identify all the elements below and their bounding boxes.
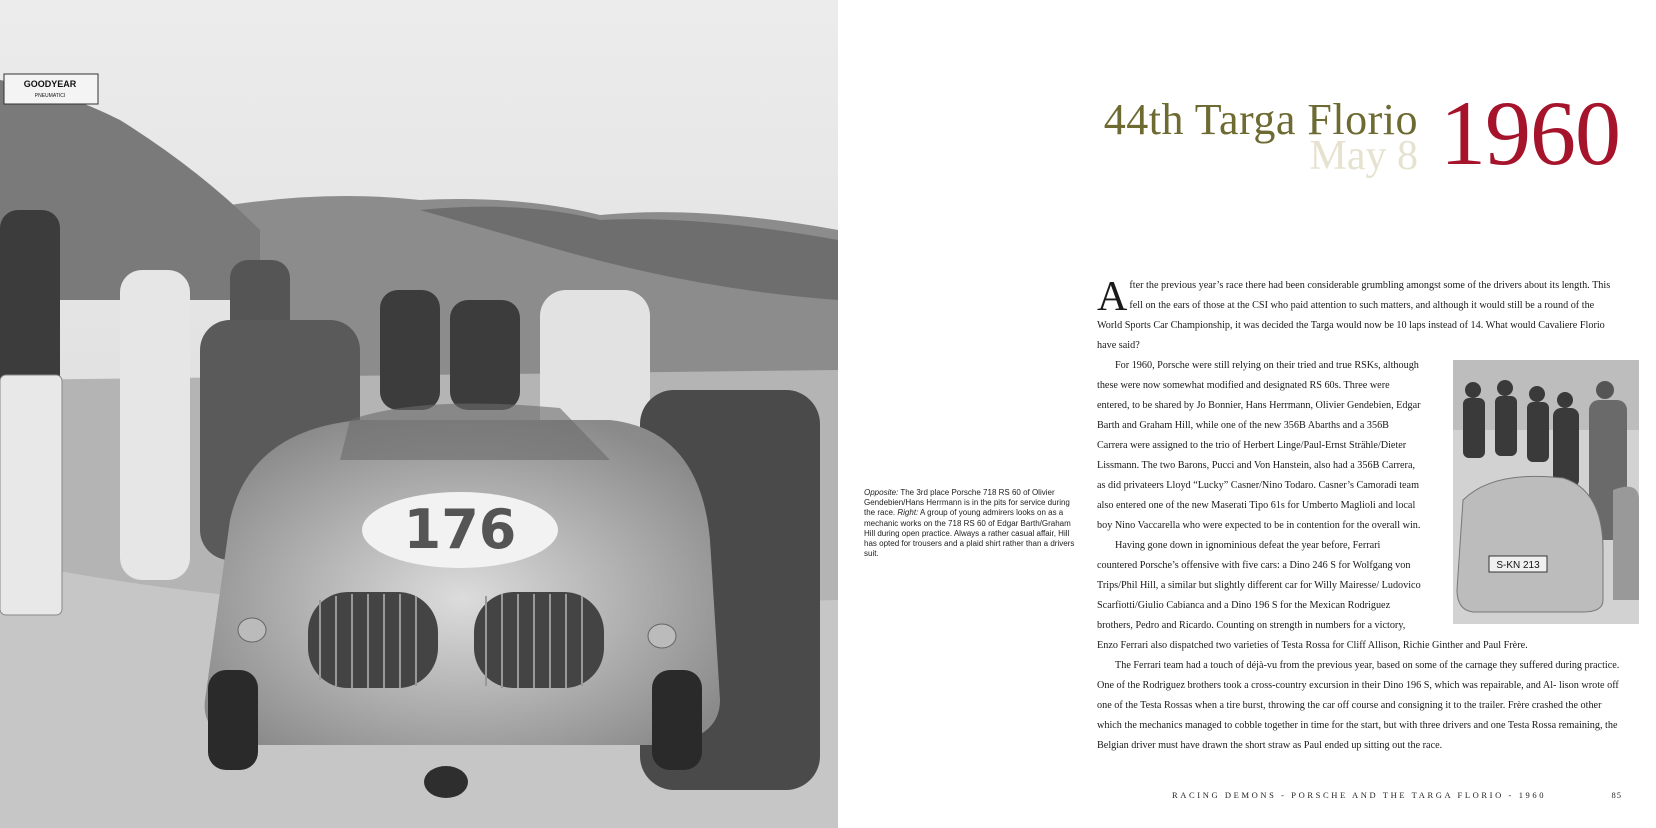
- svg-text:GOODYEAR: GOODYEAR: [23, 79, 77, 89]
- chapter-title: [1090, 82, 1620, 196]
- drop-cap: A: [1097, 274, 1128, 320]
- practice-photo: [1435, 360, 1621, 624]
- race-year: 1960: [1440, 82, 1620, 184]
- race-date: May 8: [1309, 133, 1418, 179]
- paragraph-3: Having gone down in ignominious defeat the year before, Ferrari countered Porsche’s offensive with five cars: a Dino 246 S for Wolfgang von Trips/Phil Hill, a similar but slightly different car for Willy Mairesse/ Ludovico Scarfiotti/Giulio Cabianca and a Dino 196 S for the Mexican Rodriguez brothers, Pedro and Ricardo. Counting on strength in numbers for a victory, Enzo Ferrari also dispatched two varieties of Testa Rossa for Cliff Allison, Richie Ginther and Paul Frère.: [1097, 540, 1528, 651]
- paragraph-4: The Ferrari team had a touch of déjà-vu from the previous year, based on some of the carnage they suffered during practice. One of the Rodriguez brothers took a cross-country excursion in their Dino 196 S, which was repairable, and Al- lison wrote off one of the Testa Rossas when a tire burst, throwing the car off course and consigning it to the trailer. Frère crashed the other which the mechanics managed to cobble together in time for the start, but with three drivers and one Testa Rossa remaining, the Belgian driver must have drawn the short straw as Paul ended up sitting out the race.: [1097, 660, 1620, 751]
- race-title: 44th Targa Florio: [1103, 95, 1418, 144]
- race-car: [205, 404, 720, 798]
- photo-caption: [864, 488, 1082, 559]
- running-footer: [1172, 790, 1622, 800]
- paragraph-2: S-KN 213 For 1960, Porsche were still relying on their tried and true RSKs, although these were now somewhat modified and designated RS 60s. Three were entered, to be shared by Jo Bonnier, Hans Herrmann, Olivier Gendebien, Edgar Barth and Graham Hill, while one of the new 356B Abarths and a 356B Carrera were assigned to the trio of Herbert Linge/Paul-Ernst Strähle/Dieter Lissmann. The two Barons, Pucci and Von Hanstein, also had a 356B Carrera, as did privateers Lloyd “Lucky” Casner/Nino Todaro. Casner’s Camoradi team also entered one of the new Maserati Tipo 61s for Umberto Maglioli and local boy Nino Vaccarella who were expected to be in contention for the overall win.: [1097, 356, 1621, 536]
- svg-text:PNEUMATICI: PNEUMATICI: [34, 93, 66, 99]
- caption-lead-right: Right:: [897, 508, 919, 518]
- page-number: 85: [1611, 790, 1622, 800]
- svg-text:176: 176: [403, 498, 517, 561]
- running-title: RACING DEMONS - PORSCHE AND THE TARGA FLORIO - 1960: [1172, 790, 1547, 800]
- body-text: [1097, 276, 1621, 756]
- caption-text-2: A group of young admirers looks on as a mechanic works on the 718 RS 60 of Edgar Barth/Graham Hill during open practice. Always a rather casual affair, Hill has opted for trousers and a plaid shirt rather than a drivers suit.: [864, 508, 1075, 559]
- paragraph-1: After the previous year’s race there had been considerable grumbling amongst some of the drivers about its length. This fell on the ears of those at the CSI who paid attention to such matters, and although it would still be a round of the World Sports Car Championship, it was decided the Targa would now be 10 laps instead of 14. What would Cavaliere Florio have said?: [1097, 274, 1611, 351]
- caption-lead-opposite: Opposite:: [864, 488, 899, 497]
- caption-text-1: The 3rd place Porsche 718 RS 60 of Olivier Gendebien/Hans Herrmann is in the pits for service during the race.: [864, 488, 1070, 518]
- goodyear-banner: [4, 74, 98, 104]
- svg-text:S-KN 213: S-KN 213: [1496, 560, 1540, 571]
